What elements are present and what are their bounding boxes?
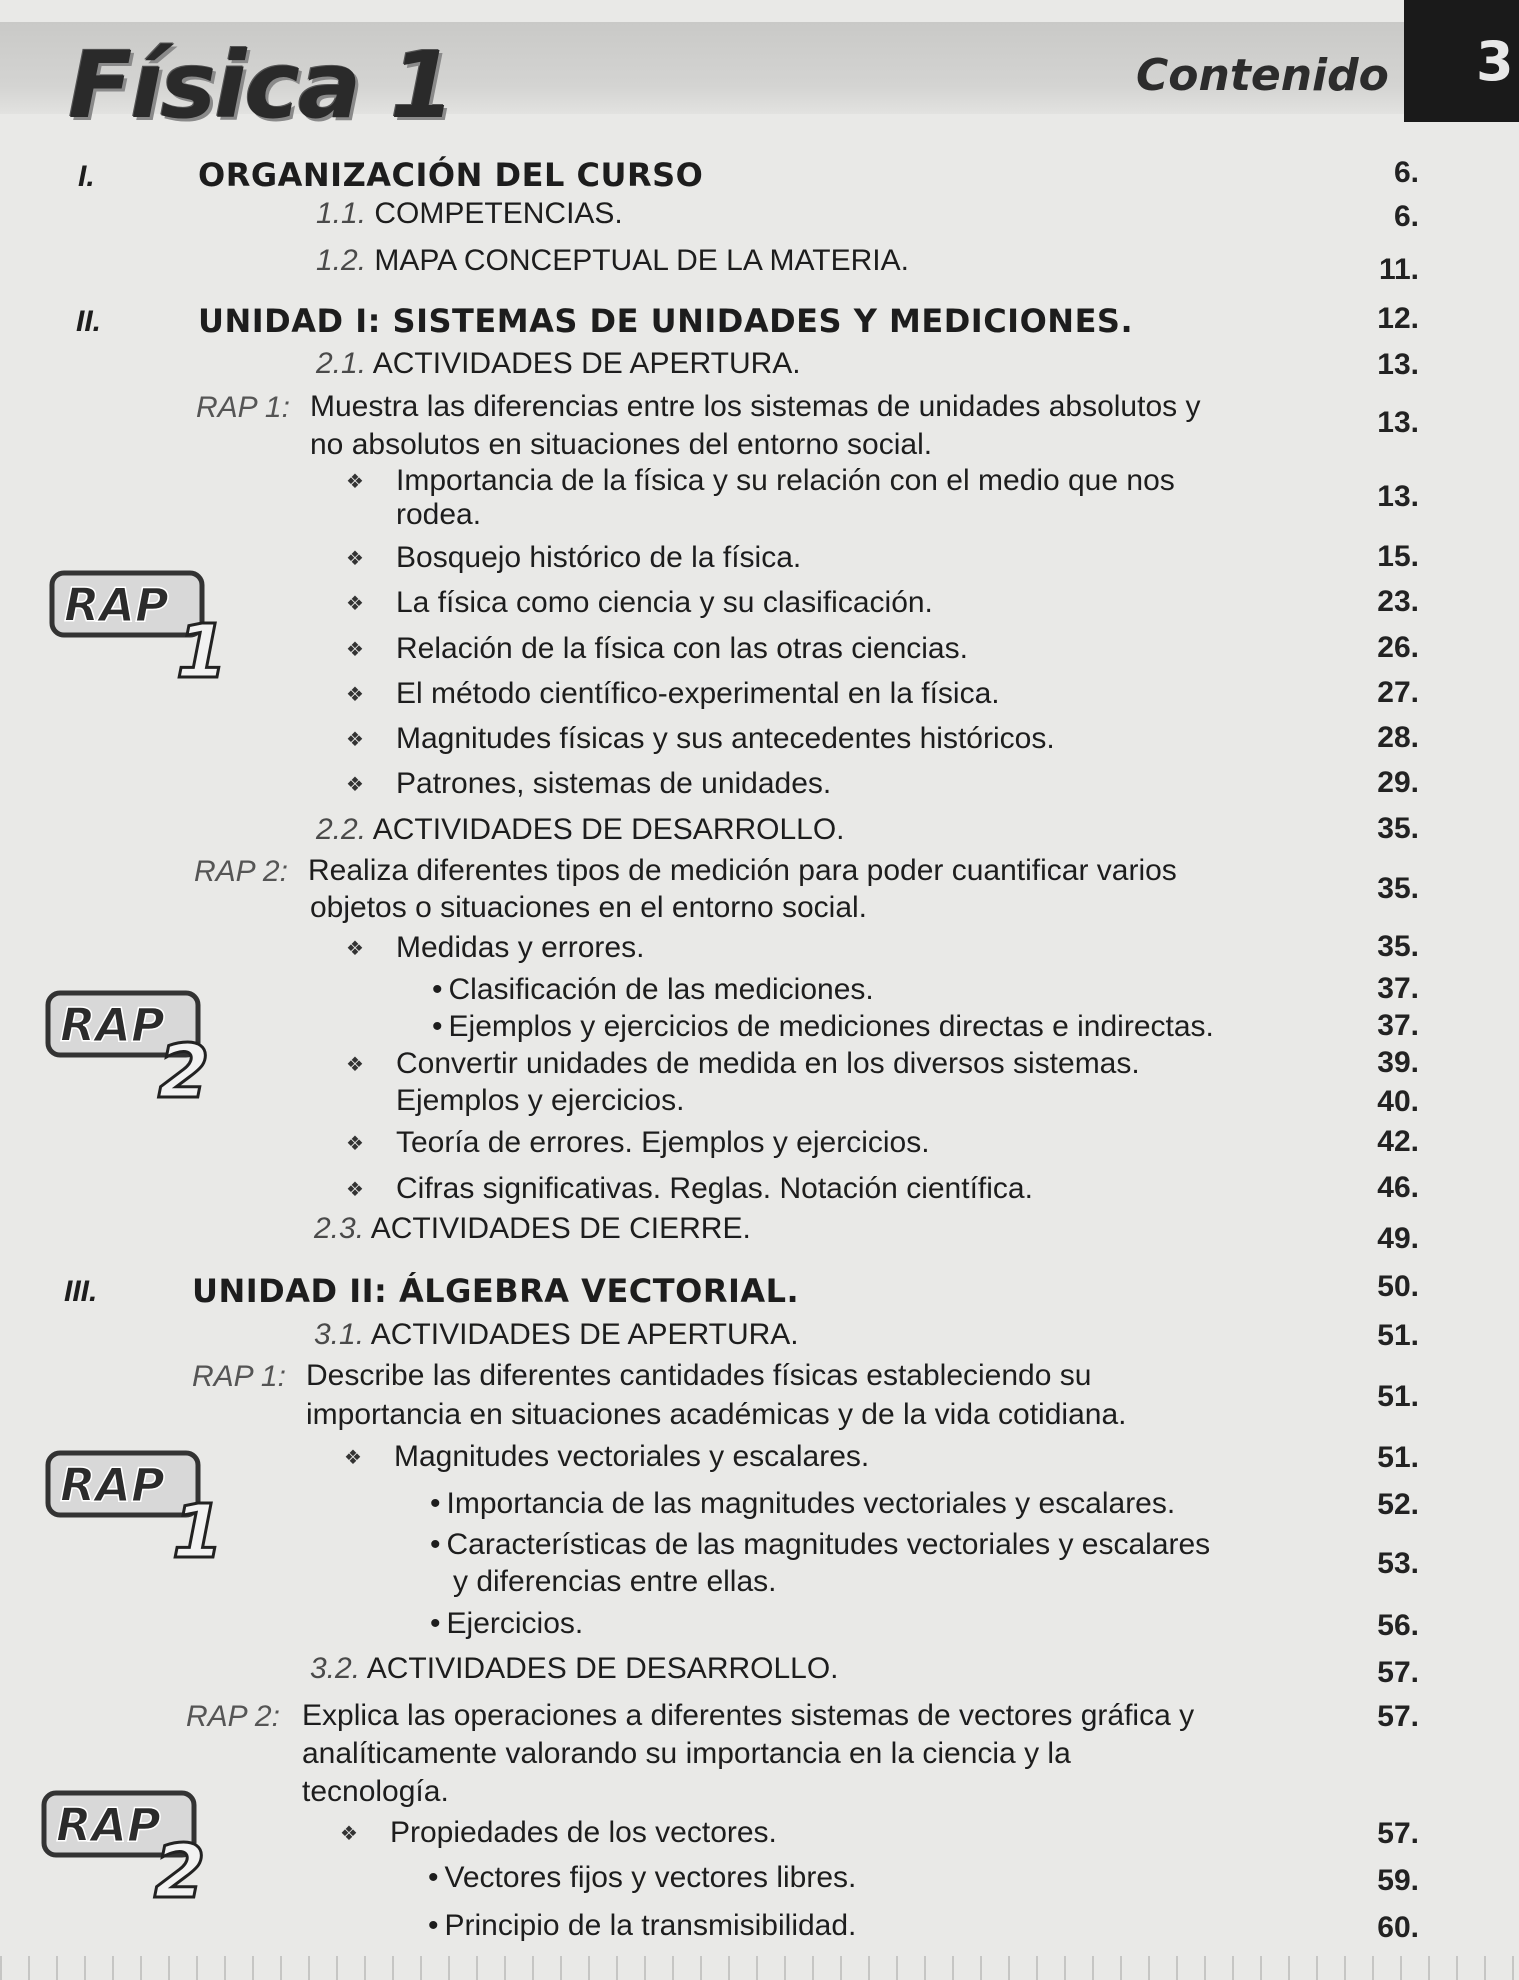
badge-digit: 2 [154, 1829, 206, 1905]
toc-entry [314, 1211, 751, 1247]
page-ref: 51. [1377, 1319, 1419, 1352]
dot-bullet-icon: • [432, 973, 443, 1006]
toc-entry [430, 1486, 1175, 1522]
entry-number: 2.1. [316, 347, 367, 380]
rap-label: RAP 1: [192, 1360, 286, 1393]
page-ref: 12. [1377, 302, 1419, 335]
rap-description: Muestra las diferencias entre los sistemas de unidades absolutos y [310, 390, 1201, 423]
toc-entry [316, 812, 845, 848]
entry-number: 1.2. [316, 244, 367, 277]
page-ref: 13. [1377, 406, 1419, 439]
badge-digit: 1 [172, 1489, 224, 1565]
page-ref: 53. [1377, 1547, 1419, 1580]
page-ref: 35. [1377, 930, 1419, 963]
entry-text: Medidas y errores. [396, 931, 645, 964]
entry-text: Bosquejo histórico de la física. [396, 541, 802, 574]
entry-number: 2.2. [316, 813, 367, 846]
page-ref: 23. [1377, 585, 1419, 618]
toc-entry [430, 1527, 1210, 1563]
entry-text: ACTIVIDADES DE APERTURA. [370, 1318, 799, 1351]
entry-text: Vectores fijos y vectores libres. [444, 1861, 857, 1894]
toc-entry [340, 1815, 777, 1852]
toc-entry [346, 766, 831, 803]
badge-label: RAP [60, 1458, 165, 1512]
rap-label: RAP 2: [186, 1700, 280, 1733]
toc-entry [346, 721, 1055, 758]
page-ref: 26. [1377, 631, 1419, 664]
diamond-bullet-icon: ❖ [346, 471, 364, 494]
badge-label: RAP [64, 578, 169, 632]
roman-numeral: I. [78, 160, 95, 193]
entry-text: ACTIVIDADES DE DESARROLLO. [366, 1652, 839, 1685]
page-ref: 52. [1377, 1488, 1419, 1521]
page-ref: 57. [1377, 1700, 1419, 1733]
entry-text: rodea. [396, 498, 482, 531]
page-ref: 27. [1377, 676, 1419, 709]
dot-bullet-icon: • [428, 1861, 439, 1894]
toc-entry [346, 1046, 1140, 1083]
toc-entry [316, 196, 623, 232]
rap-label: RAP 1: [196, 391, 290, 424]
page-ref: 57. [1377, 1817, 1419, 1850]
toc-entry [428, 1908, 856, 1944]
page-ref: 13. [1377, 480, 1419, 513]
diamond-bullet-icon: ❖ [346, 774, 364, 797]
toc-entry [432, 972, 874, 1008]
page-ref: 57. [1377, 1656, 1419, 1689]
page-edge-ruler [0, 1956, 1519, 1980]
diamond-bullet-icon: ❖ [346, 548, 364, 571]
roman-numeral: II. [76, 305, 102, 338]
entry-number: 3.2. [310, 1652, 361, 1685]
dot-bullet-icon: • [430, 1487, 441, 1520]
toc-entry [316, 346, 801, 382]
toc-entry [310, 1651, 839, 1687]
unit-heading: UNIDAD II: ÁLGEBRA VECTORIAL. [192, 1272, 800, 1310]
rap-description: Realiza diferentes tipos de medición para poder cuantificar varios [308, 854, 1177, 887]
page-ref: 51. [1377, 1441, 1419, 1474]
entry-text: Convertir unidades de medida en los diversos sistemas. [396, 1047, 1140, 1080]
entry-text: Teoría de errores. Ejemplos y ejercicios. [396, 1126, 930, 1159]
diamond-bullet-icon: ❖ [346, 729, 364, 752]
entry-text: y diferencias entre ellas. [453, 1565, 777, 1598]
unit-heading: UNIDAD I: SISTEMAS DE UNIDADES Y MEDICIONES. [198, 302, 1134, 340]
entry-text: Importancia de la física y su relación con el medio que nos [396, 464, 1175, 497]
entry-text: Características de las magnitudes vectoriales y escalares [446, 1528, 1211, 1561]
diamond-bullet-icon: ❖ [346, 593, 364, 616]
page-ref: 42. [1377, 1125, 1419, 1158]
entry-text: Clasificación de las mediciones. [448, 973, 874, 1006]
diamond-bullet-icon: ❖ [344, 1447, 362, 1470]
entry-text: ACTIVIDADES DE DESARROLLO. [372, 813, 845, 846]
toc-entry [346, 676, 1000, 713]
entry-text: Relación de la física con las otras ciencias. [396, 632, 968, 665]
page-ref: 60. [1377, 1911, 1419, 1944]
roman-numeral: III. [64, 1275, 98, 1308]
toc-entry [346, 631, 968, 668]
toc-entry [346, 540, 801, 577]
toc-entry [428, 1860, 856, 1896]
toc-entry [344, 1439, 869, 1476]
page-ref: 40. [1377, 1085, 1419, 1118]
page-ref: 29. [1377, 766, 1419, 799]
entry-number: 1.1. [316, 197, 367, 230]
rap-description: tecnología. [302, 1775, 449, 1808]
page-ref: 28. [1377, 721, 1419, 754]
badge-label: RAP [56, 1798, 161, 1852]
rap-description: objetos o situaciones en el entorno social. [310, 891, 868, 924]
toc-entry [316, 243, 909, 279]
toc-entry [346, 585, 933, 622]
diamond-bullet-icon: ❖ [346, 1179, 364, 1202]
rap-description: importancia en situaciones académicas y de la vida cotidiana. [306, 1398, 1127, 1431]
entry-text: Magnitudes vectoriales y escalares. [394, 1440, 870, 1473]
rap-description: no absolutos en situaciones del entorno social. [310, 428, 933, 461]
entry-text: Principio de la transmisibilidad. [444, 1909, 857, 1942]
entry-text: El método científico-experimental en la física. [396, 677, 1000, 710]
page-ref: 6. [1393, 156, 1419, 189]
entry-text: COMPETENCIAS. [374, 197, 623, 230]
section-title: Contenido [1136, 50, 1389, 101]
entry-text: Propiedades de los vectores. [390, 1816, 777, 1849]
entry-number: 3.1. [314, 1318, 365, 1351]
rap-2-badge-icon [36, 1785, 226, 1905]
entry-text: Patrones, sistemas de unidades. [396, 767, 832, 800]
toc-entry [346, 930, 644, 967]
entry-text: ACTIVIDADES DE CIERRE. [370, 1212, 751, 1245]
rap-description: analíticamente valorando su importancia en la ciencia y la [302, 1737, 1071, 1770]
page-ref: 35. [1377, 872, 1419, 905]
entry-text: Ejercicios. [446, 1607, 584, 1640]
diamond-bullet-icon: ❖ [340, 1823, 358, 1846]
page-ref: 15. [1377, 540, 1419, 573]
rap-label: RAP 2: [194, 855, 288, 888]
badge-digit: 1 [176, 609, 228, 685]
book-title: Física 1 [68, 32, 454, 139]
rap-2-badge-icon [40, 985, 230, 1105]
dot-bullet-icon: • [430, 1528, 441, 1561]
diamond-bullet-icon: ❖ [346, 684, 364, 707]
entry-text: La física como ciencia y su clasificación. [396, 586, 933, 619]
toc-entry [346, 463, 1175, 500]
dot-bullet-icon: • [428, 1909, 439, 1942]
page-ref: 39. [1377, 1046, 1419, 1079]
page-ref: 59. [1377, 1864, 1419, 1897]
toc-entry [314, 1317, 799, 1353]
page-ref: 37. [1377, 1009, 1419, 1042]
rap-1-badge-icon [44, 565, 234, 685]
diamond-bullet-icon: ❖ [346, 1054, 364, 1077]
page-ref: 50. [1377, 1270, 1419, 1303]
entry-text: ACTIVIDADES DE APERTURA. [372, 347, 801, 380]
entry-text: Ejemplos y ejercicios. [396, 1084, 685, 1117]
unit-heading: ORGANIZACIÓN DEL CURSO [198, 156, 704, 194]
entry-text: Importancia de las magnitudes vectoriales y escalares. [446, 1487, 1176, 1520]
toc-entry [346, 1171, 1033, 1208]
page-number: 3 [1476, 30, 1514, 93]
page-ref: 46. [1377, 1171, 1419, 1204]
entry-text: Cifras significativas. Reglas. Notación científica. [396, 1172, 1033, 1205]
diamond-bullet-icon: ❖ [346, 1133, 364, 1156]
dot-bullet-icon: • [432, 1010, 443, 1043]
entry-text: MAPA CONCEPTUAL DE LA MATERIA. [374, 244, 909, 277]
entry-text: Magnitudes físicas y sus antecedentes históricos. [396, 722, 1055, 755]
toc-entry [430, 1606, 583, 1642]
page-ref: 51. [1377, 1380, 1419, 1413]
diamond-bullet-icon: ❖ [346, 639, 364, 662]
page-ref: 6. [1393, 200, 1419, 233]
page-ref: 11. [1378, 253, 1419, 286]
rap-description: Explica las operaciones a diferentes sistemas de vectores gráfica y [302, 1699, 1195, 1732]
page-ref: 13. [1377, 348, 1419, 381]
toc-entry [346, 1125, 930, 1162]
diamond-bullet-icon: ❖ [346, 938, 364, 961]
rap-1-badge-icon [40, 1445, 230, 1565]
page-ref: 56. [1377, 1609, 1419, 1642]
toc-entry [432, 1009, 1214, 1045]
page-ref: 37. [1377, 972, 1419, 1005]
page-ref: 35. [1377, 812, 1419, 845]
badge-digit: 2 [158, 1029, 210, 1105]
rap-description: Describe las diferentes cantidades físicas estableciendo su [306, 1359, 1092, 1392]
badge-label: RAP [60, 998, 165, 1052]
page-ref: 49. [1377, 1222, 1419, 1255]
entry-number: 2.3. [314, 1212, 365, 1245]
entry-text: Ejemplos y ejercicios de mediciones directas e indirectas. [448, 1010, 1214, 1043]
dot-bullet-icon: • [430, 1607, 441, 1640]
